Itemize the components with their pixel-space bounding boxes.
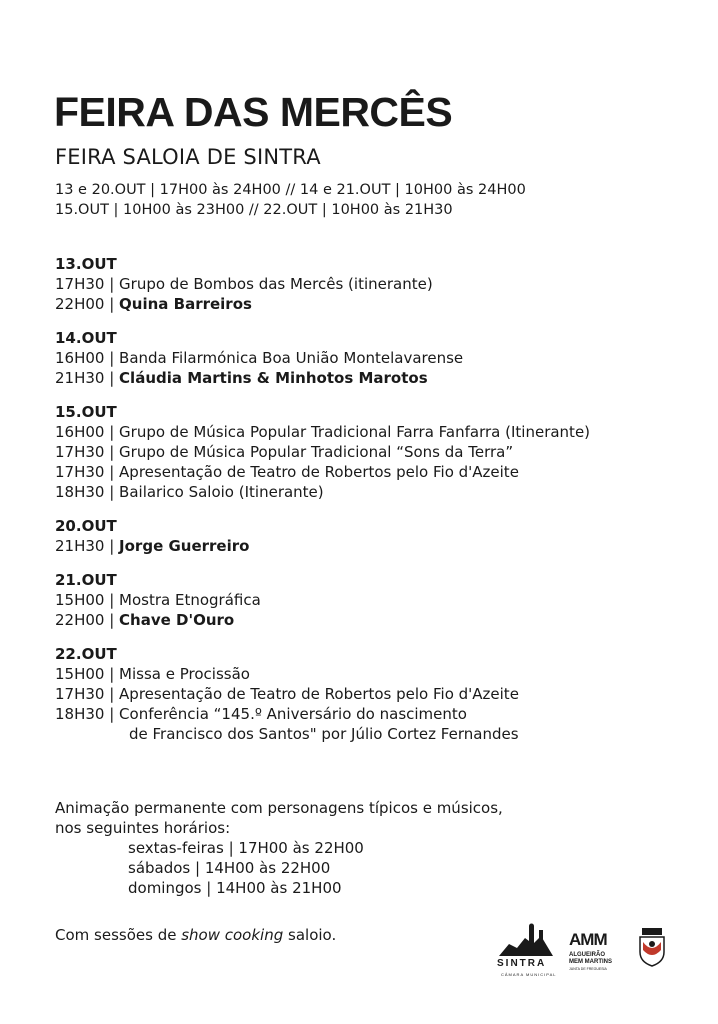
event-separator: | <box>104 295 120 313</box>
event-row <box>55 348 695 368</box>
program-day <box>55 328 695 388</box>
page-title: FEIRA DAS MERCÊS <box>54 89 453 135</box>
schedule-line: 13 e 20.OUT | 17H00 às 24H00 // 14 e 21.OUT | 10H00 às 24H00 <box>55 182 526 198</box>
event-separator: | <box>104 685 120 703</box>
event-time: 15H00 <box>55 591 105 609</box>
event-separator: | <box>104 665 120 683</box>
event-name: Cláudia Martins & Minhotos Marotos <box>119 369 428 387</box>
program-day <box>55 644 695 744</box>
event-row <box>55 368 695 388</box>
event-time: 18H30 <box>55 483 105 501</box>
event-separator: | <box>104 483 120 501</box>
event-time: 16H00 <box>55 423 105 441</box>
event-separator: | <box>104 705 120 723</box>
event-row <box>55 704 695 724</box>
event-row <box>55 536 695 556</box>
event-row <box>55 294 695 314</box>
event-separator: | <box>104 369 120 387</box>
closing-suffix: saloio. <box>283 926 337 944</box>
event-row <box>55 274 695 294</box>
event-time: 21H30 <box>55 369 105 387</box>
animation-section <box>55 798 503 898</box>
sponsor-logos <box>495 922 695 982</box>
day-label: 21.OUT <box>55 571 117 589</box>
animation-slot: sábados | 14H00 às 22H00 <box>128 859 331 877</box>
event-name: Bailarico Saloio (Itinerante) <box>119 483 324 501</box>
animation-slot: domingos | 14H00 às 21H00 <box>128 879 342 897</box>
schedule-line: 15.OUT | 10H00 às 23H00 // 22.OUT | 10H00 às 21H30 <box>55 202 453 218</box>
program-list <box>55 254 695 758</box>
day-label: 22.OUT <box>55 645 117 663</box>
event-name: Banda Filarmónica Boa União Montelavarense <box>119 349 464 367</box>
program-day <box>55 516 695 556</box>
event-time: 17H30 <box>55 685 105 703</box>
event-separator: | <box>104 611 120 629</box>
event-continuation: de Francisco dos Santos" por Júlio Cortez Fernandes <box>129 725 519 743</box>
page-subtitle: FEIRA SALOIA DE SINTRA <box>55 145 321 169</box>
event-name: Grupo de Música Popular Tradicional Farra Fanfarra (Itinerante) <box>119 423 591 441</box>
event-name: Mostra Etnográfica <box>119 591 261 609</box>
event-name: Grupo de Música Popular Tradicional “Sons da Terra” <box>119 443 514 461</box>
coat-of-arms-icon <box>637 928 667 968</box>
event-row <box>55 664 695 684</box>
event-row <box>55 482 695 502</box>
event-row <box>55 422 695 442</box>
event-separator: | <box>104 443 120 461</box>
event-separator: | <box>104 349 120 367</box>
event-row <box>55 590 695 610</box>
event-time: 17H30 <box>55 443 105 461</box>
event-separator: | <box>104 591 120 609</box>
program-day <box>55 254 695 314</box>
day-label: 13.OUT <box>55 255 117 273</box>
sintra-sub: CÂMARA MUNICIPAL <box>501 972 557 977</box>
event-time: 22H00 <box>55 611 105 629</box>
amm-logo <box>569 930 629 980</box>
event-name: Jorge Guerreiro <box>119 537 250 555</box>
event-name: Conferência “145.º Aniversário do nascimento <box>119 705 467 723</box>
event-row <box>55 442 695 462</box>
event-name: Chave D'Ouro <box>119 611 235 629</box>
event-separator: | <box>104 463 120 481</box>
event-separator: | <box>104 275 120 293</box>
event-time: 18H30 <box>55 705 105 723</box>
amm-line1: ALGUEIRÃO <box>569 952 605 958</box>
animation-slot: sextas-feiras | 17H00 às 22H00 <box>128 839 364 857</box>
event-name: Apresentação de Teatro de Robertos pelo Fio d'Azeite <box>119 463 519 481</box>
program-day <box>55 402 695 502</box>
event-time: 15H00 <box>55 665 105 683</box>
amm-line3: JUNTA DE FREGUESIA <box>569 967 607 971</box>
event-separator: | <box>104 423 120 441</box>
event-time: 17H30 <box>55 275 105 293</box>
sintra-name: SINTRA <box>497 958 547 969</box>
event-row <box>55 684 695 704</box>
animation-intro: nos seguintes horários: <box>55 819 231 837</box>
event-name: Quina Barreiros <box>119 295 252 313</box>
event-separator: | <box>104 537 120 555</box>
event-time: 16H00 <box>55 349 105 367</box>
event-row <box>55 610 695 630</box>
closing-prefix: Com sessões de <box>55 926 182 944</box>
program-day <box>55 570 695 630</box>
event-name: Grupo de Bombos das Mercês (itinerante) <box>119 275 433 293</box>
closing-emphasis: show cooking <box>181 926 284 944</box>
animation-intro: Animação permanente com personagens típicos e músicos, <box>55 799 503 817</box>
event-time: 21H30 <box>55 537 105 555</box>
amm-line2: MEM MARTINS <box>569 959 612 965</box>
amm-mark: AMM <box>569 930 607 949</box>
day-label: 15.OUT <box>55 403 117 421</box>
event-row <box>55 462 695 482</box>
closing-note <box>55 925 336 945</box>
event-name: Missa e Procissão <box>119 665 250 683</box>
sintra-palace-logo <box>495 922 557 982</box>
event-time: 22H00 <box>55 295 105 313</box>
day-label: 20.OUT <box>55 517 117 535</box>
day-label: 14.OUT <box>55 329 117 347</box>
event-name: Apresentação de Teatro de Robertos pelo Fio d'Azeite <box>119 685 519 703</box>
event-time: 17H30 <box>55 463 105 481</box>
fair-schedule <box>55 180 526 220</box>
